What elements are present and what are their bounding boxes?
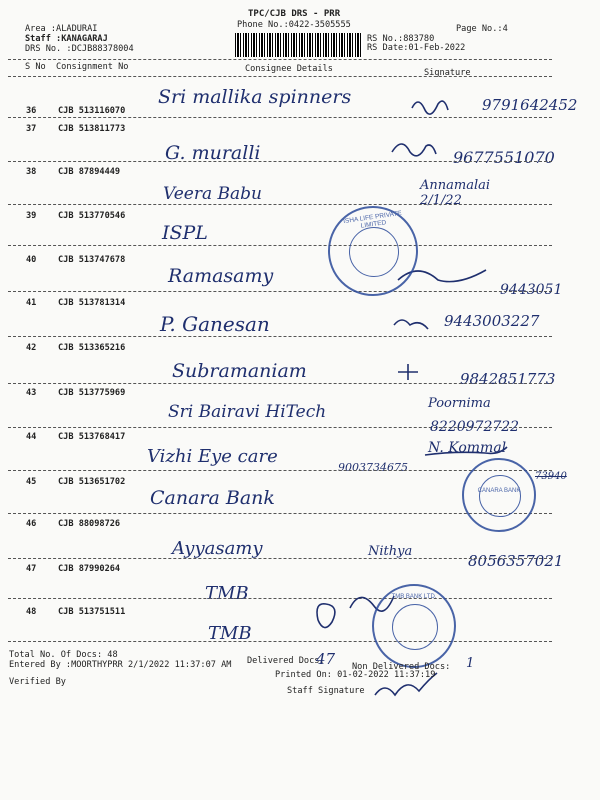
col-consignee: Consignee Details: [245, 64, 333, 74]
col-consignment: Consignment No: [56, 62, 129, 72]
row-sno: 37: [26, 124, 37, 134]
tmb-bank-seal: [372, 584, 456, 668]
row-consignment: CJB 513781314: [58, 298, 126, 308]
staff: Staff :KANAGARAJ: [25, 34, 108, 44]
delivered-docs-label: Delivered Docs:: [247, 656, 325, 666]
row-recipient: Nithya: [368, 544, 413, 559]
row-sno: 42: [26, 343, 37, 353]
row-sno: 40: [26, 255, 37, 265]
row-signature: Poornima: [428, 396, 491, 411]
row-phone: 9003734675: [338, 461, 408, 474]
row-sno: 41: [26, 298, 37, 308]
row-consignee: Veera Babu: [163, 184, 262, 204]
row-signature: 9443003227: [444, 312, 540, 330]
page-number: Page No.:4: [456, 24, 508, 34]
signature-36: [412, 101, 448, 114]
tmb-seal-text: TMB BANK LTD.: [391, 594, 437, 600]
row-signature: 9842851773: [460, 370, 556, 388]
row-consignee: P. Ganesan: [160, 312, 270, 336]
row-sno: 44: [26, 432, 37, 442]
row-consignee: Subramaniam: [172, 360, 307, 382]
phone-number: Phone No.:0422-3505555: [237, 20, 351, 30]
row-consignment: CJB 513116070: [58, 106, 126, 116]
row-consignment: CJB 513775969: [58, 388, 126, 398]
rs-number: RS No.:883780: [367, 34, 435, 44]
non-delivered-docs-value: 1: [466, 656, 475, 671]
signature-42: [398, 364, 418, 380]
row-consignment: CJB 513751511: [58, 607, 126, 617]
row-consignment: CJB 513768417: [58, 432, 126, 442]
row-signature: 8056357021: [468, 552, 564, 570]
non-delivered-docs-label: Non Delivered Docs:: [352, 662, 451, 672]
document-title: TPC/CJB DRS - PRR: [248, 9, 341, 19]
area: Area :ALADURAI: [25, 24, 98, 34]
row-consignee: Sri Bairavi HiTech: [168, 402, 327, 422]
row-consignee: TMB: [205, 583, 249, 604]
signature-37: [392, 144, 436, 156]
row-consignment: CJB 513365216: [58, 343, 126, 353]
isha-seal-text: ISHA LIFE PRIVATE LIMITED: [342, 209, 403, 230]
row-sno: 39: [26, 211, 37, 221]
total-docs: Total No. Of Docs: 48: [9, 650, 118, 660]
row-sno: 45: [26, 477, 37, 487]
signature-41: [394, 320, 428, 329]
row-sno: 43: [26, 388, 37, 398]
row-sno: 46: [26, 519, 37, 529]
row-consignee: G. muralli: [165, 142, 261, 164]
verified-by: Verified By: [9, 677, 66, 687]
row-strike: 73940: [535, 471, 567, 482]
row-consignee: Sri mallika spinners: [158, 86, 352, 108]
canara-seal-text: CANARA BANK: [477, 488, 521, 494]
delivered-docs-value: 47: [316, 650, 336, 668]
staff-signature-label: Staff Signature: [287, 686, 365, 696]
entered-by: Entered By :MOORTHYPRR 2/1/2022 11:37:07 AM: [9, 660, 232, 670]
row-signature: Annamalai 2/1/22: [420, 178, 491, 208]
canara-bank-seal: [462, 458, 536, 532]
drs-number: DRS No. :DCJB88378004: [25, 44, 134, 54]
row-consignee: Ramasamy: [168, 265, 274, 287]
row-consignee: ISPL: [162, 222, 208, 244]
row-note: N. Kommal: [428, 440, 507, 456]
row-consignment: CJB 88098726: [58, 519, 121, 529]
row-consignment: CJB 87990264: [58, 564, 121, 574]
signature-48: [317, 604, 335, 628]
row-consignment: CJB 87894449: [58, 167, 121, 177]
row-sno: 48: [26, 607, 37, 617]
row-consignee: Ayyasamy: [172, 538, 263, 559]
row-consignment: CJB 513811773: [58, 124, 126, 134]
row-consignment: CJB 513651702: [58, 477, 126, 487]
row-sno: 36: [26, 106, 37, 116]
row-consignee: TMB: [208, 623, 252, 644]
row-signature: 8220972722: [430, 419, 520, 435]
row-consignee: Vizhi Eye care: [147, 446, 278, 467]
signature-44: [425, 447, 507, 455]
col-signature: Signature: [424, 68, 471, 78]
row-signature: 9443051: [500, 282, 563, 298]
rs-date: RS Date:01-Feb-2022: [367, 43, 466, 53]
row-sno: 47: [26, 564, 37, 574]
row-signature: 9677551070: [453, 148, 555, 167]
row-consignment: CJB 513770546: [58, 211, 126, 221]
isha-life-seal: [328, 206, 418, 296]
row-signature: 9791642452: [482, 96, 578, 114]
printed-on: Printed On: 01-02-2022 11:37:19: [275, 670, 436, 680]
row-sno: 38: [26, 167, 37, 177]
row-consignee: Canara Bank: [150, 487, 275, 509]
row-consignment: CJB 513747678: [58, 255, 126, 265]
col-sno: S No: [25, 62, 46, 72]
